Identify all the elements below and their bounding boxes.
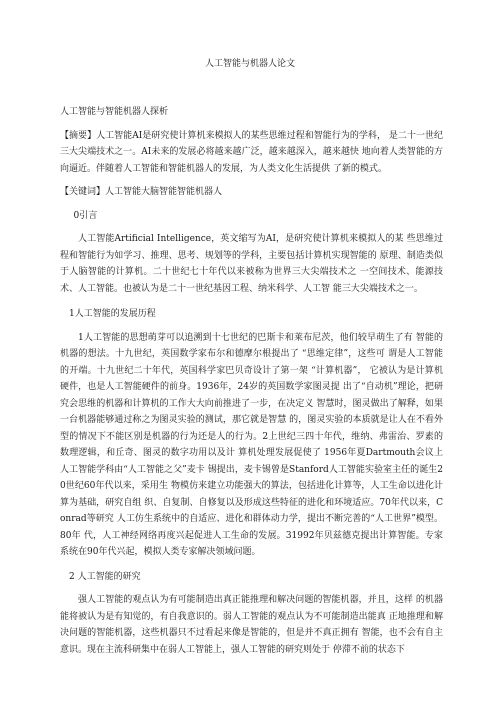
section1-paragraph: 1人工智能的思想萌芽可以追溯到十七世纪的巴斯卡和莱布尼茨，他们较早萌生了有 智能的机器的想法。十九世纪，英国数学家布尔和德摩尔根提出了 “思维定律”，这些可 谓是人工智能的开端。十九世纪二十年代，英国科学家巴贝奇设计了第一架 “计算机器”， 它被认为是计算机硬件，也是人工智能硬件的前身。1936年，24岁的英国数学家图灵提 出了“自动机”理论，把研究会思维的机器和计算机的工作大大向前推进了一步，在决定义 智慧时，图灵做出了解释，如果一台机器能够通过称之为图灵实验的测试，那它就是智慧 的，图灵实验的本质就是让人在不看外型的情况下不能区别是机器的行为还是人的行为。2上世纪三四十年代，维纳、弗雷治、罗素的数理逻辑，和丘奇、图灵的数字功用以及计 算机处理发展促使了 1956年夏Dartmouth会议上人工智能学科由“人工智能之父”麦卡 锡提出，麦卡锡曾是Stanford人工智能实验室主任的诞生20世纪60年代以来，采用生 物模仿来建立功能强大的算法，包括进化计算等，人工生命以进化计算为基础，研究自组 织、自复制、自修复以及形成这些特征的进化和环境适应。70年代以来，Conrad等研究 人工仿生系统中的自适应、进化和群体动力学，提出不断完善的“人工世界”模型。80年 代，人工神经网络再度兴起促进人工生命的发展。31992年贝兹德克提出计算智能。专家 系统在90年代兴起，模拟人类专家解决领域问题。 [60, 332, 443, 557]
section2-heading: 2 人工智能的研究 [69, 571, 141, 582]
section2-paragraph: 强人工智能的观点认为有可能制造出真正能推理和解决问题的智能机器，并且，这样 的机器能将被认为是有知觉的，有自我意识的。弱人工智能的观点认为不可能制造出能真 正地推理和解决问题的智能机器，这些机器只不过看起来像是智能的，但是并不真正拥有 智能，也不会有自主意识。现在主流科研集中在弱人工智能上，强人工智能的研究则处于 停滞不前的状态下 [60, 595, 443, 655]
document-body [60, 104, 443, 658]
intro-paragraph: 人工智能Artificial Intelligence，英文缩写为AI，是研究使计算机来模拟人的某 些思维过程和智能行为如学习、推理、思考、规划等的学科，主要包括计算机实现智能的 原理、制造类似于人脑智能的计算机。二十世纪七十年代以来被称为世界三大尖端技术之 一空间技术、能源技术、人工智能。也被认为是二十一世纪基因工程、纳米科学、人工智 能三大尖端技术之一。 [60, 234, 443, 294]
article-subtitle: 人工智能与智能机器人探析 [60, 107, 169, 117]
section1-heading: 1人工智能的发展历程 [69, 309, 156, 319]
document-title: 人工智能与机器人论文 [204, 59, 295, 69]
intro-heading: 0引言 [73, 210, 98, 221]
abstract-paragraph: 【摘要】人工智能AI是研究使计算机来模拟人的某些思维过程和智能行为的学科， 是二十一世纪三大尖端技术之一。AI未来的发展必将越来越广泛，越来越深入，越来越快 地向着人类智能的方向逼近。伴随着人工智能和智能机器人的发展，为人类文化生活提供 了新的模式。 [60, 130, 443, 174]
keywords-line: 【关键词】人工智能大脑智能智能机器人 [60, 187, 223, 197]
